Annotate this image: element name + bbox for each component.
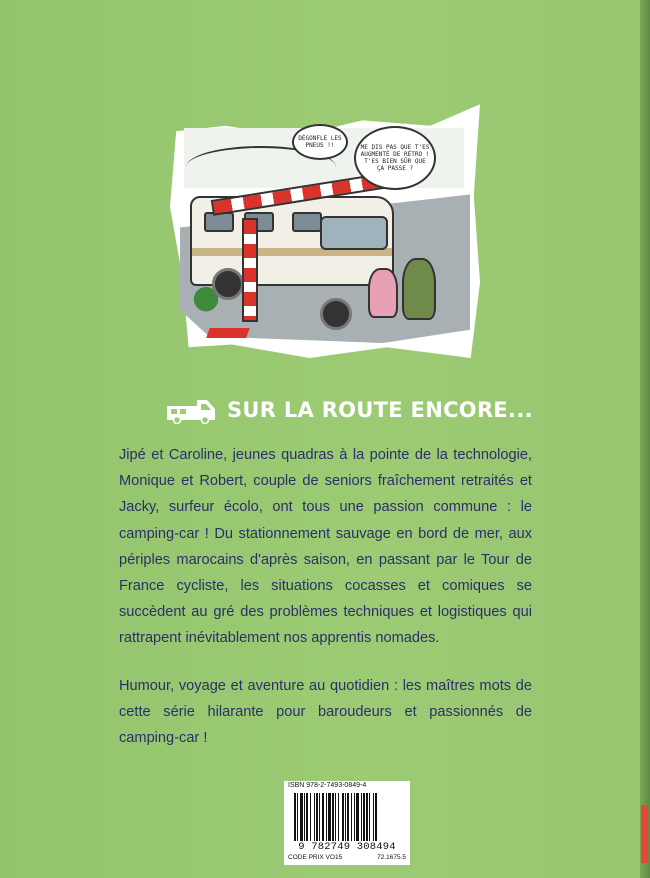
isbn-text: ISBN 978-2-7493-0849-4: [288, 782, 367, 789]
heading-title: SUR LA ROUTE ENCORE...: [227, 398, 533, 422]
camper-window: [204, 212, 234, 232]
camper-van-icon: [165, 396, 217, 424]
character-woman: [368, 268, 398, 318]
price-number: 72.1675.5: [377, 854, 406, 861]
wheel-icon: [320, 298, 352, 330]
barrier-post: [242, 218, 258, 322]
barcode-digits: 9 782749 308494: [298, 841, 396, 853]
speech-bubble-right: ME DIS PAS QUE T'ES AUGMENTÉ DE RÉTRO ! T'ES BIEN SÛR QUE ÇA PASSE ?: [354, 126, 436, 190]
barcode-icon: [294, 793, 402, 841]
section-heading: [165, 392, 533, 428]
cover-illustration: [170, 88, 480, 358]
description-paragraph: Jipé et Caroline, jeunes quadras à la pointe de la technologie, Monique et Robert, couple de seniors fraîchement retraités et Jacky, surfeur écolo, ont tous une passion commune : le camping-car ! Du stationnement sauvage en bord de mer, aux périples marocains d'après saison, en passant par le Tour de France cycliste, les situations cocasses et comiques se succèdent au gré des problèmes techniques et logistiques qui rattrapent inévitablement nos apprentis nomades.: [119, 447, 532, 647]
wheel-icon: [212, 268, 244, 300]
spine-edge: [640, 0, 650, 878]
barcode-label: [284, 781, 410, 865]
price-code: CODE PRIX VO15: [288, 854, 343, 861]
tagline-paragraph: Humour, voyage et aventure au quotidien : les maîtres mots de cette série hilarante pour baroudeurs et passionnés de camping-car !: [119, 678, 532, 747]
camper-windshield: [320, 216, 388, 250]
red-mat: [206, 328, 250, 338]
speech-bubble-left: DÉGONFLE LES PNEUS !!: [292, 124, 348, 160]
character-man: [402, 258, 436, 320]
spine-mark: [641, 805, 648, 863]
camper-window: [292, 212, 322, 232]
